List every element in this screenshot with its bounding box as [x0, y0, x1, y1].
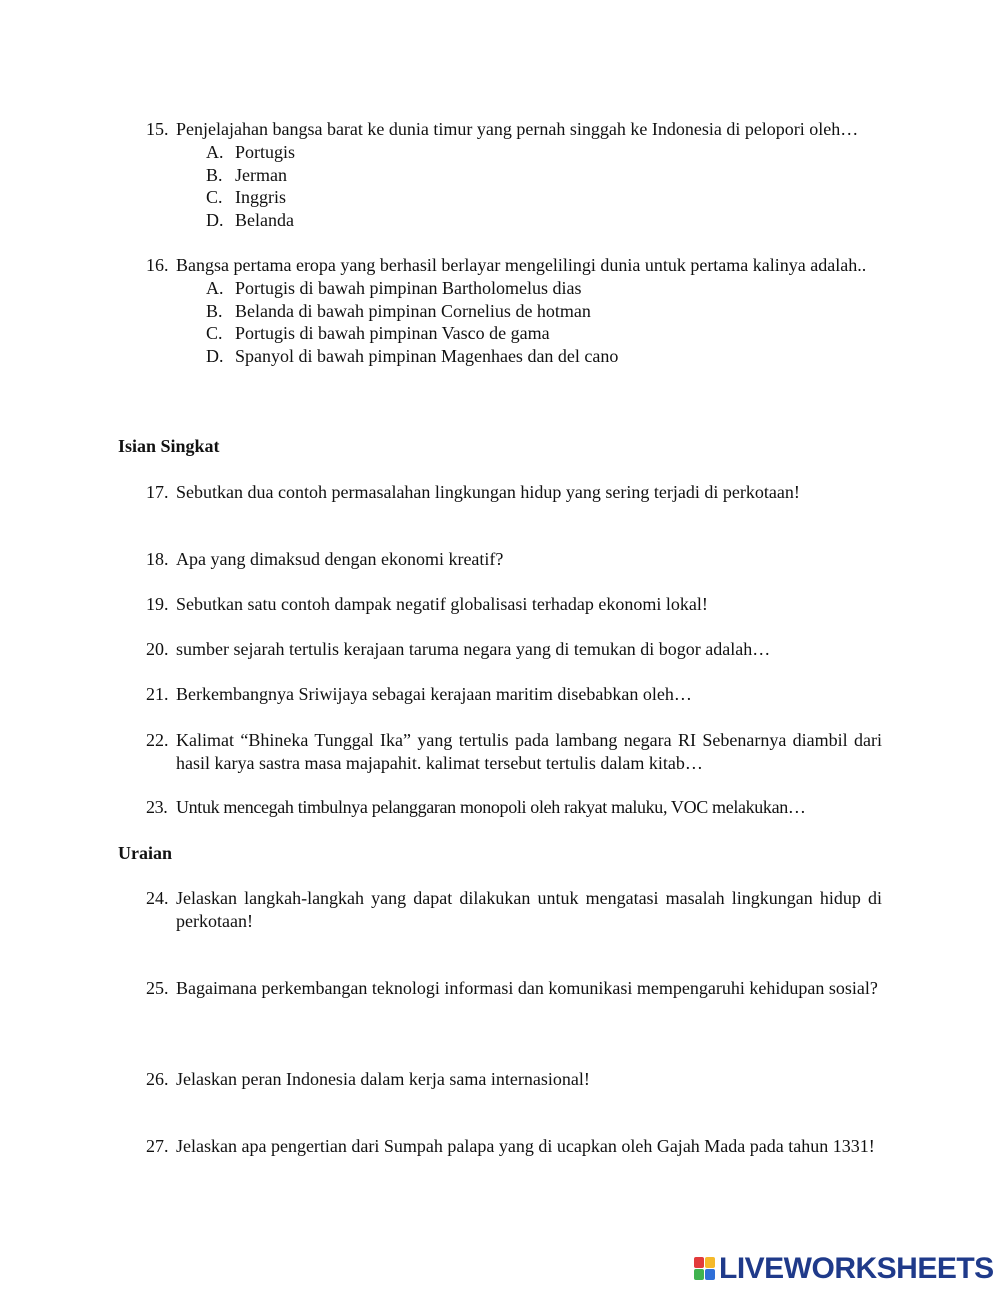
question-number: 19. [146, 594, 169, 614]
option-text: Spanyol di bawah pimpinan Magenhaes dan del cano [235, 345, 619, 366]
question-number: 15. [146, 119, 169, 139]
question-number: 17. [146, 482, 169, 502]
question-number: 16. [146, 255, 169, 275]
option-letter: D. [206, 345, 224, 366]
question-text: Untuk mencegah timbulnya pelanggaran monopoli oleh rakyat maluku, VOC melakukan… [176, 797, 806, 817]
question-number: 26. [146, 1069, 169, 1089]
question-text: Bangsa pertama eropa yang berhasil berlayar mengelilingi dunia untuk pertama kalinya adalah.. [176, 255, 867, 275]
option-text: Belanda [235, 209, 294, 230]
option-letter: B. [206, 164, 223, 185]
question-text: Jelaskan langkah-langkah yang dapat dilakukan untuk mengatasi masalah lingkungan hidup di perkotaan! [176, 888, 882, 931]
question-number: 18. [146, 549, 169, 569]
question-text: Sebutkan satu contoh dampak negatif globalisasi terhadap ekonomi lokal! [176, 594, 708, 614]
question-16 [146, 254, 882, 367]
question-number: 22. [146, 730, 169, 750]
question-text: Bagaimana perkembangan teknologi informasi dan komunikasi mempengaruhi kehidupan sosial? [176, 978, 878, 998]
liveworksheets-logo-text: LIVEWORKSHEETS [719, 1252, 994, 1285]
option-letter: C. [206, 323, 223, 344]
option-d [206, 345, 882, 368]
option-text: Inggris [235, 187, 286, 208]
question-number: 24. [146, 888, 169, 908]
question-25 [146, 977, 882, 1000]
question-19 [146, 593, 882, 616]
question-text: Jelaskan peran Indonesia dalam kerja sama internasional! [176, 1069, 590, 1089]
question-number: 21. [146, 684, 169, 704]
question-text: Kalimat “Bhineka Tunggal Ika” yang tertulis pada lambang negara RI Sebenarnya diambil dari hasil karya sastra masa majapahit. kalimat tersebut tertulis dalam kitab… [176, 730, 882, 773]
question-text: Berkembangnya Sriwijaya sebagai kerajaan maritim disebabkan oleh… [176, 684, 692, 704]
question-20 [146, 638, 882, 661]
option-letter: C. [206, 187, 223, 208]
option-list [206, 277, 882, 367]
option-text: Portugis [235, 142, 296, 162]
question-24 [146, 887, 882, 933]
option-a [206, 141, 882, 164]
section-heading-isian-singkat: Isian Singkat [118, 436, 220, 456]
question-text: Sebutkan dua contoh permasalahan lingkungan hidup yang sering terjadi di perkotaan! [176, 482, 800, 502]
option-d [206, 209, 882, 232]
option-text: Jerman [235, 164, 287, 185]
question-number: 23. [146, 797, 168, 817]
question-number: 27. [146, 1136, 169, 1156]
option-text: Belanda di bawah pimpinan Cornelius de hotman [235, 300, 591, 321]
question-text: sumber sejarah tertulis kerajaan taruma negara yang di temukan di bogor adalah… [176, 639, 771, 659]
option-b [206, 164, 882, 187]
option-letter: D. [206, 209, 224, 230]
section-heading-uraian: Uraian [118, 843, 172, 863]
question-27 [146, 1135, 882, 1158]
liveworksheets-logo-icon [694, 1257, 716, 1281]
question-15 [146, 118, 882, 231]
liveworksheets-logo [694, 1254, 994, 1284]
question-number: 20. [146, 639, 169, 659]
option-text: Portugis di bawah pimpinan Vasco de gama [235, 323, 550, 344]
question-text: Apa yang dimaksud dengan ekonomi kreatif? [176, 549, 504, 569]
option-letter: A. [206, 142, 224, 162]
question-text: Jelaskan apa pengertian dari Sumpah palapa yang di ucapkan oleh Gajah Mada pada tahun 1331! [176, 1136, 875, 1156]
question-26 [146, 1068, 882, 1091]
option-c [206, 322, 882, 345]
question-18 [146, 548, 882, 571]
option-letter: B. [206, 300, 223, 321]
question-21 [146, 683, 882, 706]
option-c [206, 186, 882, 209]
question-number: 25. [146, 978, 169, 998]
option-letter: A. [206, 278, 224, 298]
question-text: Penjelajahan bangsa barat ke dunia timur yang pernah singgah ke Indonesia di pelopori oleh… [176, 119, 859, 139]
option-a [206, 277, 882, 300]
option-b [206, 300, 882, 323]
option-text: Portugis di bawah pimpinan Bartholomelus dias [235, 278, 582, 298]
question-17 [146, 481, 882, 504]
option-list [206, 141, 882, 231]
question-22 [146, 729, 882, 775]
question-23 [146, 796, 882, 819]
